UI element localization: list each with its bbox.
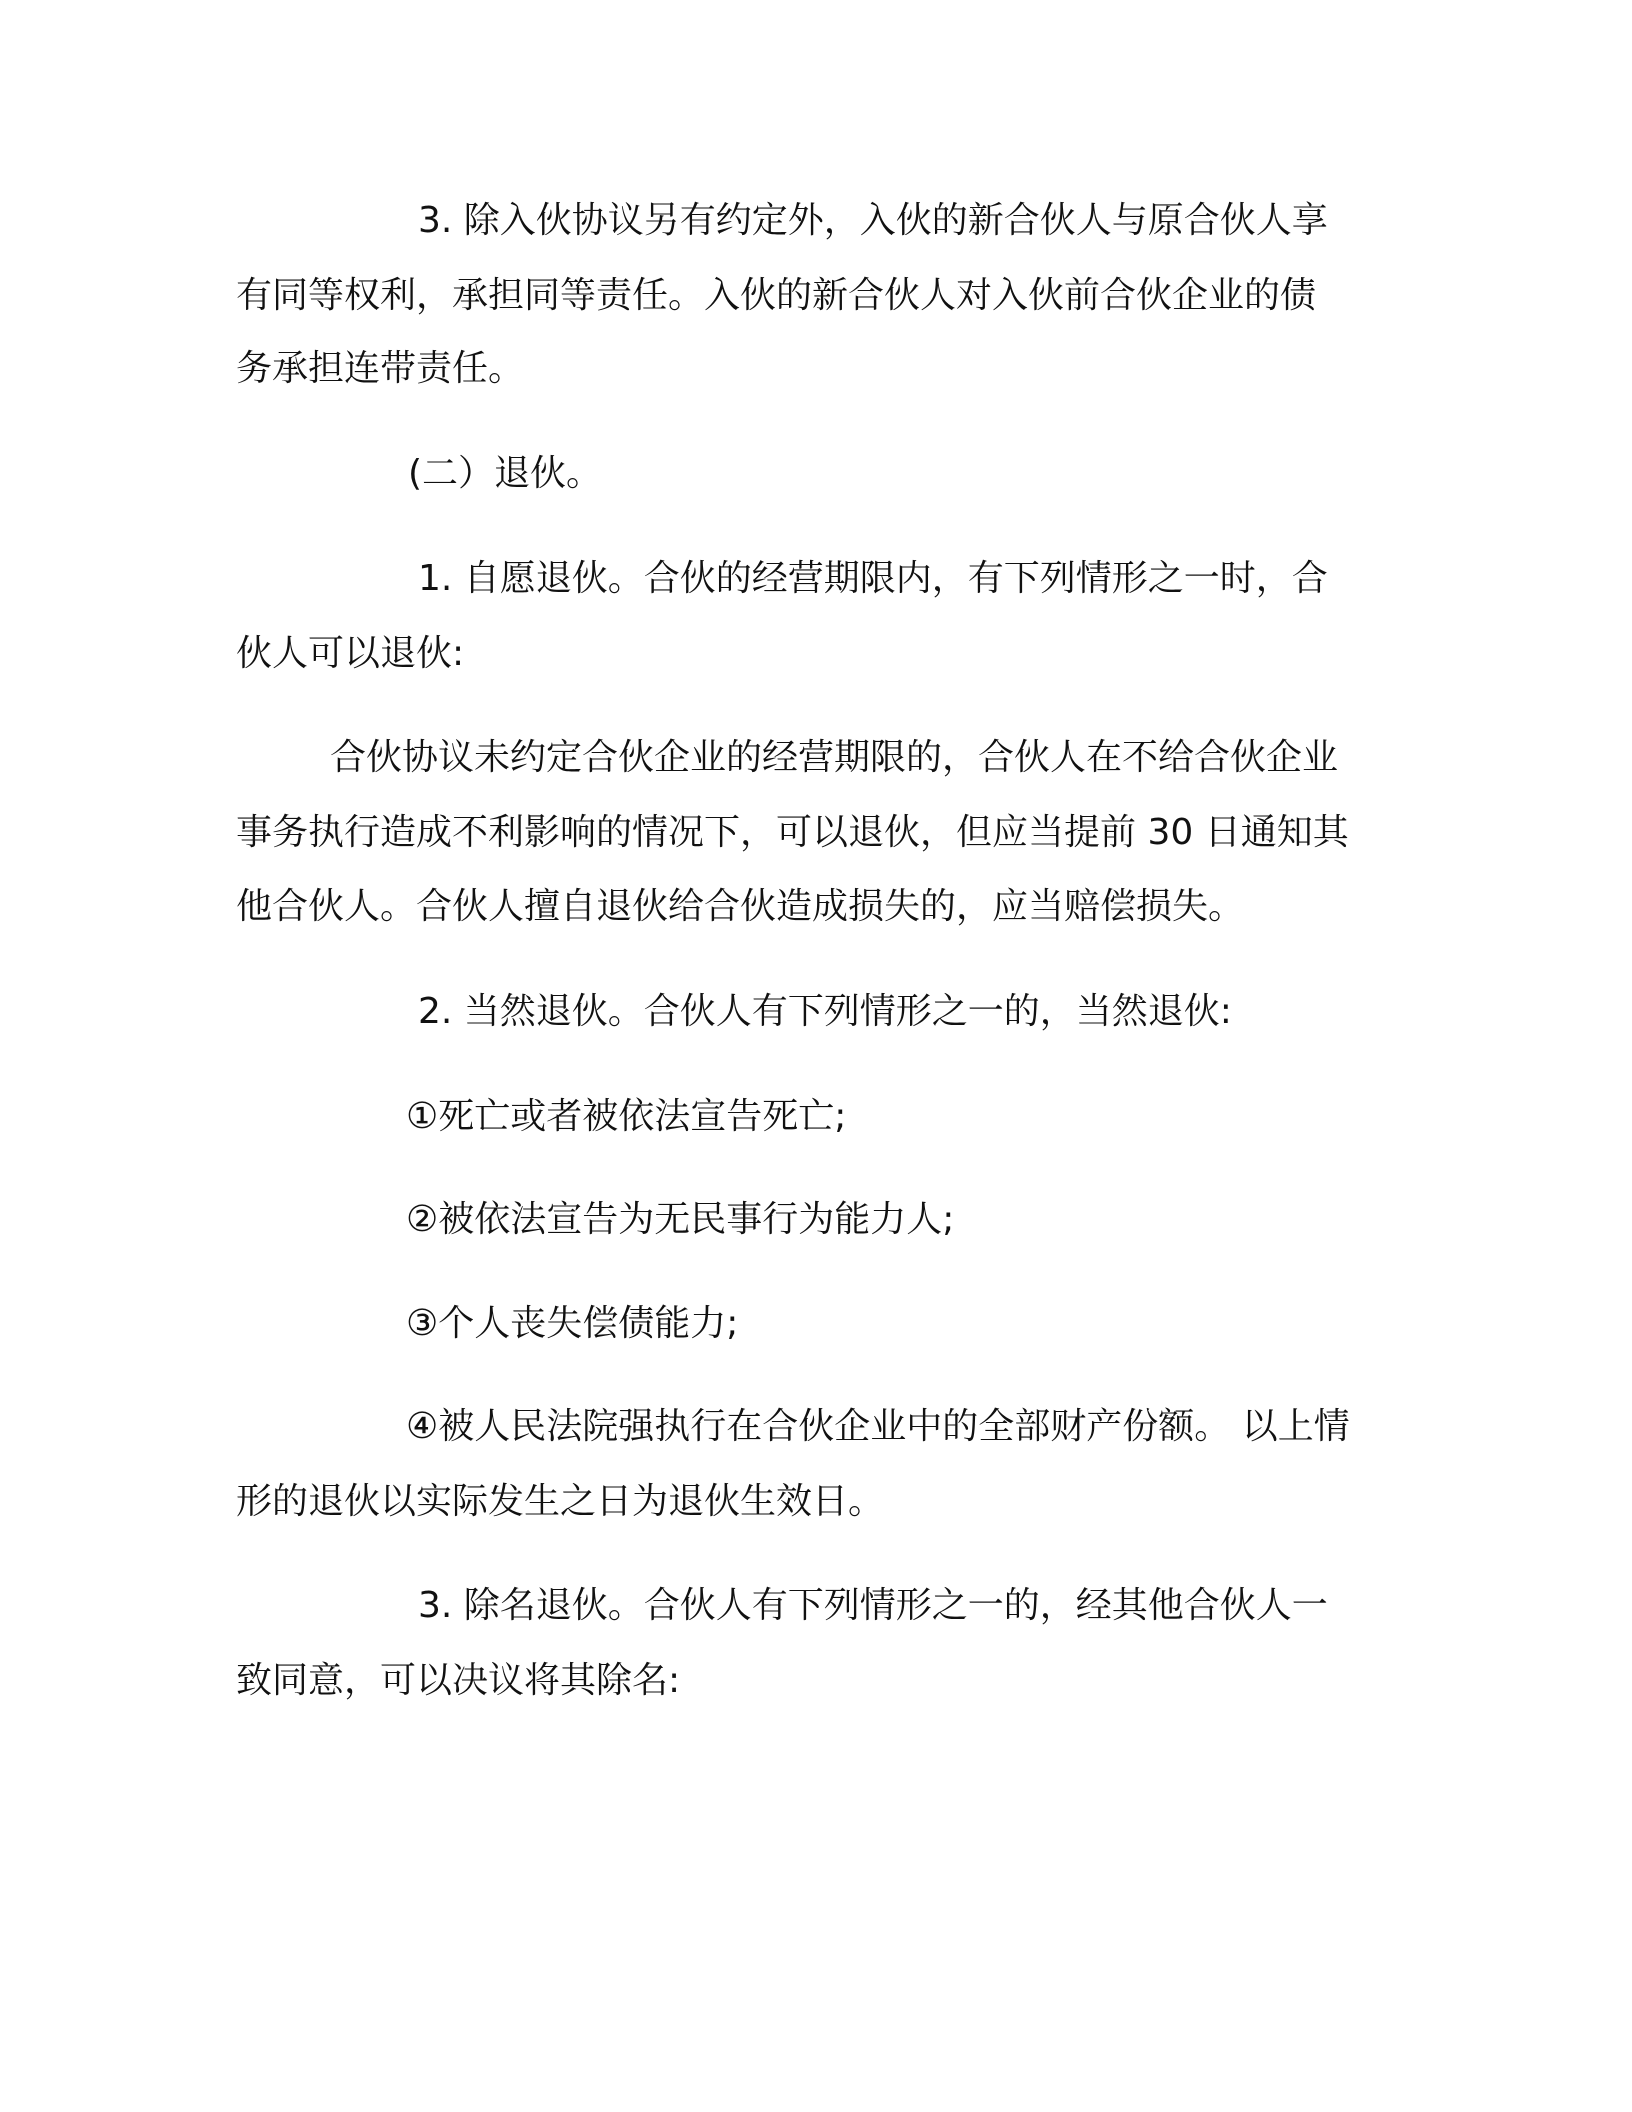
list-item: ②被依法宣告为无民事行为能力人;: [406, 1199, 955, 1240]
paragraph-line: 2. 当然退伙。合伙人有下列情形之一的，当然退伙:: [418, 991, 1232, 1032]
list-item: ③个人丧失偿债能力;: [406, 1303, 739, 1344]
paragraph-line: 致同意，可以决议将其除名:: [236, 1660, 681, 1701]
section-heading: (二）退伙。: [408, 453, 603, 494]
paragraph-line: 1. 自愿退伙。合伙的经营期限内，有下列情形之一时，合: [418, 558, 1328, 599]
paragraph-line: 3. 除名退伙。合伙人有下列情形之一的，经其他合伙人一: [418, 1585, 1328, 1626]
paragraph-line: 3. 除入伙协议另有约定外，入伙的新合伙人与原合伙人享: [418, 200, 1328, 241]
paragraph-line: 形的退伙以实际发生之日为退伙生效日。: [236, 1481, 885, 1522]
paragraph-line: 有同等权利，承担同等责任。入伙的新合伙人对入伙前合伙企业的债: [236, 275, 1317, 316]
paragraph-line: 事务执行造成不利影响的情况下，可以退伙，但应当提前 30 日通知其: [236, 812, 1349, 853]
paragraph-line: 他合伙人。合伙人擅自退伙给合伙造成损失的，应当赔偿损失。: [236, 886, 1245, 927]
list-item: ④被人民法院强执行在合伙企业中的全部财产份额。 以上情: [406, 1406, 1350, 1447]
paragraph-line: 合伙协议未约定合伙企业的经营期限的，合伙人在不给合伙企业: [330, 737, 1339, 778]
list-item: ①死亡或者被依法宣告死亡;: [406, 1096, 847, 1137]
paragraph-line: 务承担连带责任。: [236, 348, 525, 389]
paragraph-line: 伙人可以退伙:: [236, 633, 465, 674]
